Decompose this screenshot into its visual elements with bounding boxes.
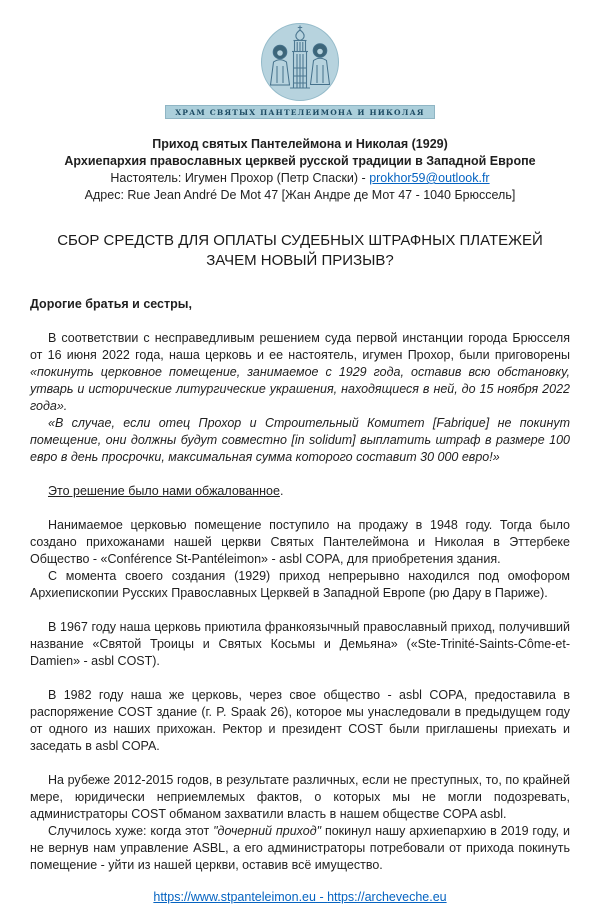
letterhead <box>30 136 570 204</box>
archdiocese-name: Архиепархия православных церквей русской традиции в Западной Европе <box>64 154 536 168</box>
address-line: Адрес: Rue Jean André De Mot 47 [Жан Андре де Мот 47 - 1040 Брюссель] <box>84 188 516 202</box>
daughter-parish-phrase: "дочерний приход" <box>213 824 322 838</box>
paragraph-text: В соответствии с несправедливым решением суда первой инстанции города Брюсселя от 16 июня 2022 года, наша церковь и ее настоятель, игумен Прохор, были приговорены <box>30 331 570 362</box>
title-line-2: ЗАЧЕМ НОВЫЙ ПРИЗЫВ? <box>206 252 394 269</box>
paragraph-omophorion: С момента своего создания (1929) приход непрерывно находился под омофором Архиепископии Русских Православных Церквей в Западной Европе (рю Дару в Париже). <box>30 569 570 600</box>
paragraph-court-ruling <box>30 330 570 415</box>
document-title <box>30 231 570 271</box>
salutation: Дорогие братья и сестры, <box>30 297 192 311</box>
penalty-quote: «В случае, если отец Прохор и Строительный Комитет [Fabrique] не покинут помещение, они должны будут совместно [in solidum] выплатить штраф в размере 100 евро в день просрочки, максимальная сумма которого составит 30 000 евро!» <box>30 416 570 464</box>
worse-post: покинул нашу архиепархию в 2019 году, и не вернув нам управление ASBL, а его администраторы потребовали от прихода покинуть помещение - уйти из нашей церкви, оставив всё имущество. <box>30 824 571 872</box>
link-separator: - <box>315 890 328 904</box>
paragraph-penalty-quote <box>30 415 570 466</box>
email-link[interactable]: prokhor59@outlook.fr <box>369 171 490 185</box>
paragraph-1982: В 1982 году наша же церковь, через свое общество - asbl COPA, предоставила в распоряжение COST здание (г. P. Spaak 26), которое мы унаследовали в предыдущем году от одного из наших прихожан. Ректор и президент COST были приглашены приехать и заседать в asbl COPA. <box>30 688 570 753</box>
logo-block <box>30 22 570 120</box>
ruling-quote: «покинуть церковное помещение, занимаемое с 1929 года, оставив всю обстановку, утварь и исторические литургические украшения, находящиеся в ней, до 15 ноября 2022 года». <box>30 365 570 413</box>
paragraph-2012-2015: На рубеже 2012-2015 годов, в результате различных, если не преступных, то, по крайней мере, юридически неприемлемых фактов, о которых мы не могли подозревать, администраторы COST обманом захватили власть в нашем обществе COPA asbl. <box>30 773 570 821</box>
appeal-period: . <box>279 484 284 498</box>
paragraph-history-1948: Нанимаемое церковью помещение поступило на продажу в 1948 году. Тогда было создано прихожанами нашей церкви Святых Пантелеймона и Николая в Эттербеке Общество - «Conférence St-Pantéleimon» - asbl COPA, для приобретения здания. <box>30 518 570 566</box>
rector-label: Настоятель: Игумен Прохор (Петр Спаски) - <box>110 171 370 185</box>
paragraph-worse <box>30 823 570 874</box>
rector-line <box>30 170 570 187</box>
archdiocese-website-link[interactable]: https://archeveche.eu <box>327 890 447 904</box>
paragraph-1967: В 1967 году наша церковь приютила франкоязычный православный приход, получивший название «Святой Троицы и Святых Косьмы и Демьяна» («Ste-Trinité-Saints-Côme-et-Damien» - asbl COST). <box>30 620 570 668</box>
parish-website-link[interactable]: https://www.stpanteleimon.eu <box>153 890 316 904</box>
paragraph-appeal <box>30 483 570 500</box>
footer-links <box>30 890 570 904</box>
parish-emblem-logo <box>256 22 344 102</box>
title-line-1: СБОР СРЕДСТВ ДЛЯ ОПЛАТЫ СУДЕБНЫХ ШТРАФНЫХ ПЛАТЕЖЕЙ <box>57 232 543 249</box>
parish-name: Приход святых Пантелеймона и Николая (1929) <box>152 137 448 151</box>
appeal-statement: Это решение было нами обжалованное <box>48 484 280 498</box>
logo-banner-text: ХРАМ СВЯТЫХ ПАНТЕЛЕИМОНА И НИКОЛАЯ <box>165 105 434 119</box>
worse-pre: Случилось хуже: когда этот <box>48 824 214 838</box>
letter-body <box>30 296 570 874</box>
